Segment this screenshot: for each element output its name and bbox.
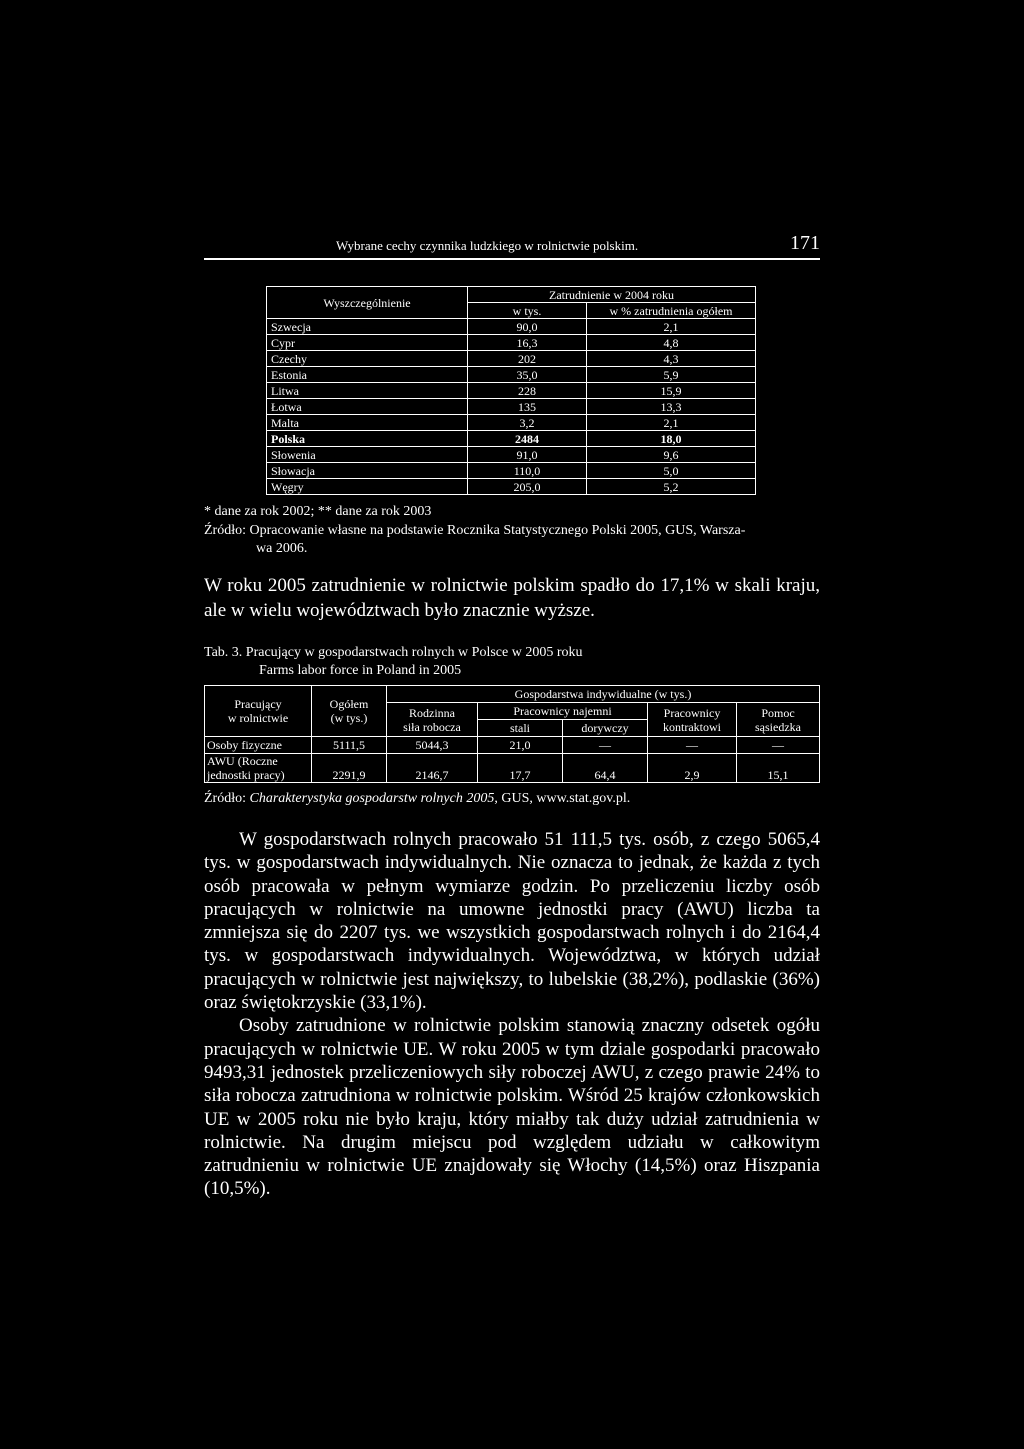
country-cell: Słowacja <box>267 463 468 479</box>
table-row <box>267 367 756 383</box>
permanent-cell: 17,7 <box>478 754 563 783</box>
percent-cell: 4,3 <box>587 351 756 367</box>
country-cell: Czechy <box>267 351 468 367</box>
thousands-cell: 205,0 <box>468 479 587 495</box>
casual-header: dorywczy <box>563 720 648 737</box>
caption-title: Tab. 3. Pracujący w gospodarstwach rolnych w Polsce w 2005 roku <box>204 645 583 660</box>
workers-header: Pracujący w rolnictwie <box>205 686 312 737</box>
thousands-cell: 228 <box>468 383 587 399</box>
country-cell: Polska <box>267 431 468 447</box>
source-line-2: wa 2006. <box>256 541 308 556</box>
contract-workers-header: Pracownicy kontraktowi <box>648 703 737 737</box>
caption-subtitle: Farms labor force in Poland in 2005 <box>259 663 462 678</box>
col-percent-header: w % zatrudnienia ogółem <box>587 303 756 319</box>
paragraph: W gospodarstwach rolnych pracowało 51 111,5 tys. osób, z czego 5065,4 tys. w gospodarstwach indywidualnych. Nie oznacza to jednak, że każda z tych osób pracowała w pełnym wymiarze godzin. Po przeliczeniu liczby osób pracujących w rolnictwie na umowne jednostki pracy (AWU) liczba ta zmniejsza się do 2207 tys. we wszystkich gospodarstwach rolnych i do 2164,4 tys. w gospodarstwach indywidualnych. Województwa, w których udział pracujących w rolnictwie jest największy, to lubelskie (38,2%), podlaskie (36%) oraz świętokrzyskie (33,1%). <box>204 829 820 1014</box>
table-header-row <box>267 287 756 303</box>
country-cell: Cypr <box>267 335 468 351</box>
thousands-cell: 16,3 <box>468 335 587 351</box>
country-cell: Malta <box>267 415 468 431</box>
labor-force-table <box>204 685 820 783</box>
paragraph-intro: W roku 2005 zatrudnienie w rolnictwie polskim spadło do 17,1% w skali kraju, ale w wielu województwach było znacznie wyższe. <box>204 575 820 621</box>
table-header-row <box>205 686 820 703</box>
country-cell: Szwecja <box>267 319 468 335</box>
table-row <box>205 754 820 783</box>
col-thousands-header: w tys. <box>468 303 587 319</box>
percent-cell: 15,9 <box>587 383 756 399</box>
individual-farms-header: Gospodarstwa indywidualne (w tys.) <box>387 686 820 703</box>
percent-cell: 5,2 <box>587 479 756 495</box>
table-row <box>267 351 756 367</box>
row-label: AWU (Roczne jednostki pracy) <box>205 754 312 783</box>
thousands-cell: 35,0 <box>468 367 587 383</box>
country-cell: Łotwa <box>267 399 468 415</box>
casual-cell: 64,4 <box>563 754 648 783</box>
page-number: 171 <box>790 232 820 254</box>
running-title: Wybrane cechy czynnika ludzkiego w rolnictwie polskim. <box>336 238 639 253</box>
country-cell: Estonia <box>267 367 468 383</box>
country-cell: Słowenia <box>267 447 468 463</box>
country-cell: Węgry <box>267 479 468 495</box>
table-row <box>267 415 756 431</box>
table-row-highlighted <box>267 431 756 447</box>
paragraph: Osoby zatrudnione w rolnictwie polskim stanowią znaczny odsetek ogółu pracujących w rolnictwie UE. W roku 2005 w tym dziale gospodarki pracowało 9493,31 jednostek przeliczeniowych siły roboczej AWU, z czego prawie 24% to siła robocza zatrudniona w rolnictwie polskim. Wśród 25 krajów członkowskich UE w 2005 roku nie było kraju, który miałby tak duży udział zatrudnienia w rolnictwie. Na drugim miejscu pod względem udziału w całkowitym zatrudnieniu w rolnictwie UE znajdowały się Włochy (14,5%) oraz Hiszpania (10,5%). <box>204 1015 820 1200</box>
percent-cell: 2,1 <box>587 415 756 431</box>
table-caption <box>204 644 583 680</box>
table-row <box>267 319 756 335</box>
country-cell: Litwa <box>267 383 468 399</box>
table-source: Źródło: Charakterystyka gospodarstw rolnych 2005, GUS, www.stat.gov.pl. <box>204 791 631 806</box>
permanent-cell: 21,0 <box>478 737 563 754</box>
total-cell: 2291,9 <box>312 754 387 783</box>
neighbor-cell: 15,1 <box>737 754 820 783</box>
total-cell: 5111,5 <box>312 737 387 754</box>
neighbor-help-header: Pomoc sąsiedzka <box>737 703 820 737</box>
table-row <box>267 463 756 479</box>
thousands-cell: 3,2 <box>468 415 587 431</box>
family-cell: 2146,7 <box>387 754 478 783</box>
permanent-header: stali <box>478 720 563 737</box>
contract-cell: 2,9 <box>648 754 737 783</box>
neighbor-cell: — <box>737 737 820 754</box>
percent-cell: 5,9 <box>587 367 756 383</box>
thousands-cell: 90,0 <box>468 319 587 335</box>
running-header <box>204 234 820 260</box>
hired-workers-header: Pracownicy najemni <box>478 703 648 720</box>
table-footnote: * dane za rok 2002; ** dane za rok 2003 <box>204 504 432 519</box>
table-row <box>267 479 756 495</box>
casual-cell: — <box>563 737 648 754</box>
percent-cell: 18,0 <box>587 431 756 447</box>
percent-cell: 13,3 <box>587 399 756 415</box>
employment-table <box>266 286 756 495</box>
thousands-cell: 110,0 <box>468 463 587 479</box>
thousands-cell: 135 <box>468 399 587 415</box>
thousands-cell: 2484 <box>468 431 587 447</box>
contract-cell: — <box>648 737 737 754</box>
source-line-1: Źródło: Opracowanie własne na podstawie Rocznika Statystycznego Polski 2005, GUS, Warsza- <box>204 523 746 538</box>
family-labor-header: Rodzinna siła robocza <box>387 703 478 737</box>
percent-cell: 2,1 <box>587 319 756 335</box>
table-row <box>267 383 756 399</box>
table-row <box>267 335 756 351</box>
row-label: Osoby fizyczne <box>205 737 312 754</box>
table-row <box>205 737 820 754</box>
family-cell: 5044,3 <box>387 737 478 754</box>
percent-cell: 9,6 <box>587 447 756 463</box>
col-group-header: Zatrudnienie w 2004 roku <box>468 287 756 303</box>
percent-cell: 4,8 <box>587 335 756 351</box>
body-text <box>204 828 820 1201</box>
table-row <box>267 447 756 463</box>
source-title: Charakterystyka gospodarstw rolnych 2005 <box>249 791 495 806</box>
percent-cell: 5,0 <box>587 463 756 479</box>
thousands-cell: 202 <box>468 351 587 367</box>
col-spec-header: Wyszczególnienie <box>267 287 468 319</box>
total-header: Ogółem (w tys.) <box>312 686 387 737</box>
thousands-cell: 91,0 <box>468 447 587 463</box>
table-source <box>204 522 820 558</box>
table-row <box>267 399 756 415</box>
